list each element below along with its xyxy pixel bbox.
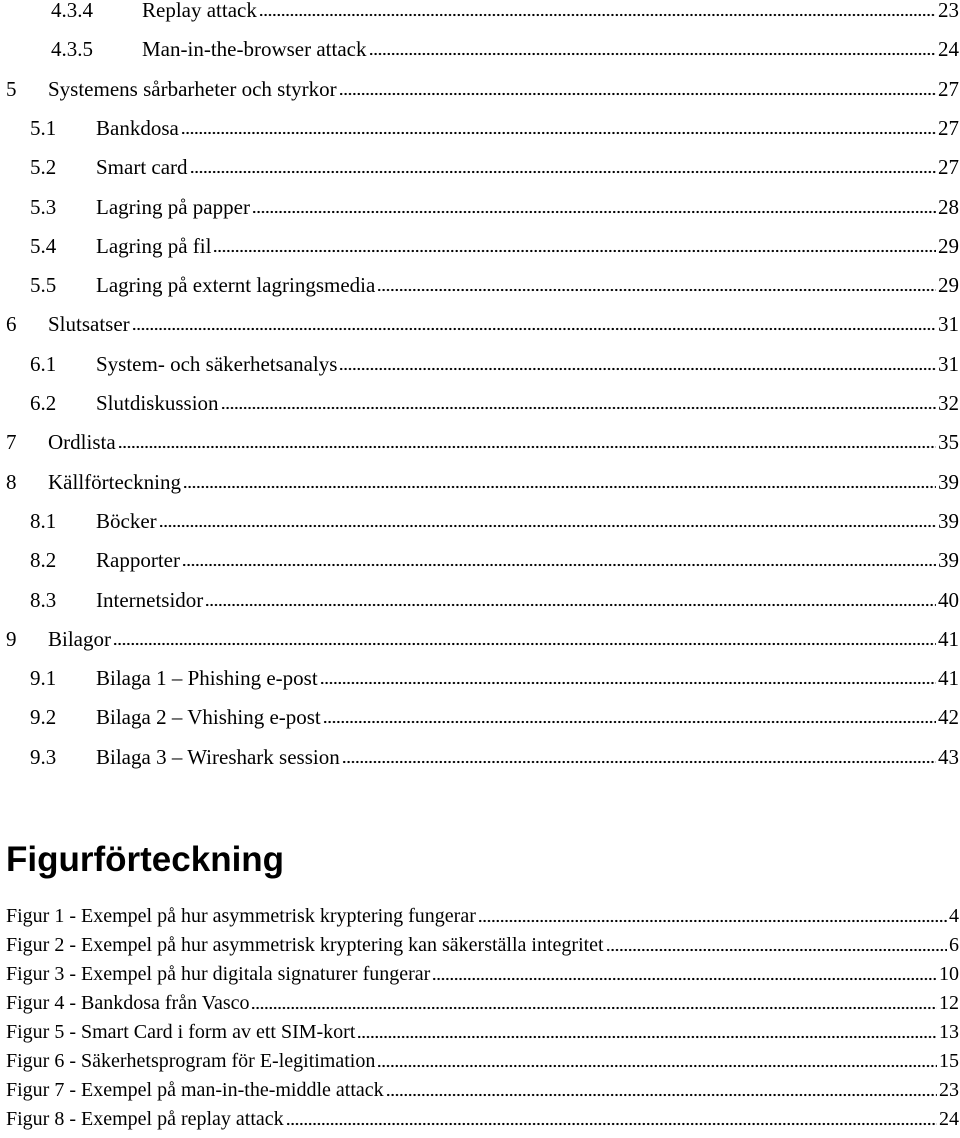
toc-entry-number: 9.2 [30, 705, 57, 730]
figure-entry-page: 6 [949, 934, 959, 956]
toc-entry-title: Lagring på externt lagringsmedia [96, 273, 376, 298]
figure-entry[interactable] [6, 1073, 960, 1102]
figure-entry-page: 24 [939, 1108, 959, 1130]
toc-entry[interactable] [0, 263, 960, 297]
toc-entry[interactable] [0, 460, 960, 494]
toc-entry-page: 40 [938, 587, 959, 612]
dot-leader [132, 327, 936, 331]
dot-leader [432, 977, 937, 981]
toc-entry-title: Rapporter [96, 548, 180, 573]
toc-entry-page: 27 [938, 155, 959, 180]
dot-leader [190, 170, 936, 174]
figure-entry-page: 12 [939, 992, 959, 1014]
figure-entry[interactable] [6, 928, 960, 957]
toc-entry-title: Systemens sårbarheter och styrkor [48, 76, 337, 101]
toc-entry-number: 9 [6, 626, 17, 651]
toc-entry[interactable] [0, 145, 960, 179]
toc-entry[interactable] [0, 224, 960, 258]
toc-entry-title: Bilagor [48, 626, 111, 651]
dot-leader [369, 52, 937, 56]
figures-heading: Figurförteckning [6, 840, 285, 879]
toc-entry[interactable] [0, 656, 960, 690]
toc-entry-page: 27 [938, 76, 959, 101]
figure-entry-title: Figur 4 - Bankdosa från Vasco [6, 992, 250, 1014]
toc-entry[interactable] [0, 67, 960, 101]
figure-entry-page: 15 [939, 1050, 959, 1072]
toc-entry[interactable] [0, 735, 960, 769]
toc-entry-page: 28 [938, 194, 959, 219]
toc-entry[interactable] [0, 302, 960, 336]
figure-entry-page: 23 [939, 1079, 959, 1101]
figure-entry-page: 4 [949, 905, 959, 927]
toc-entry-number: 5.4 [30, 233, 57, 258]
toc-entry-title: Källförteckning [48, 469, 181, 494]
toc-entry-page: 41 [938, 666, 959, 691]
toc-entry[interactable] [0, 538, 960, 572]
toc-entry-number: 7 [6, 430, 17, 455]
dot-leader [323, 720, 936, 724]
toc-entry-number: 9.1 [30, 666, 57, 691]
toc-entry-number: 6.1 [30, 351, 57, 376]
toc-entry-title: System- och säkerhetsanalys [96, 351, 338, 376]
toc-entry[interactable] [0, 420, 960, 454]
toc-entry-page: 41 [938, 626, 959, 651]
toc-entry-number: 5.2 [30, 155, 57, 180]
toc-entry-title: Ordlista [48, 430, 116, 455]
toc-entry-number: 5 [6, 76, 17, 101]
toc-entry-number: 9.3 [30, 744, 57, 769]
toc-entry[interactable] [0, 499, 960, 533]
dot-leader [221, 406, 936, 410]
toc-entry-page: 39 [938, 508, 959, 533]
dot-leader [182, 563, 936, 567]
toc-entry[interactable] [0, 578, 960, 612]
toc-entry-number: 8.3 [30, 587, 57, 612]
figure-entry[interactable] [6, 1015, 960, 1044]
dot-leader [251, 1006, 937, 1010]
dot-leader [259, 13, 936, 17]
toc-entry-title: Slutdiskussion [96, 391, 219, 415]
figure-entry-title: Figur 2 - Exempel på hur asymmetrisk kryptering kan säkerställa integritet [6, 934, 604, 956]
toc-entry-page: 39 [938, 469, 959, 494]
toc-entry[interactable] [0, 695, 960, 729]
toc-entry-page: 35 [938, 430, 959, 455]
figure-entry-title: Figur 1 - Exempel på hur asymmetrisk kryptering fungerar [6, 905, 476, 927]
toc-entry-title: Lagring på papper [96, 194, 250, 219]
toc-entry[interactable] [0, 0, 960, 22]
toc-entry-title: Bilaga 1 – Phishing e-post [96, 666, 318, 691]
figure-entry[interactable] [6, 899, 960, 928]
toc-entry-page: 42 [938, 705, 959, 730]
dot-leader [183, 485, 936, 489]
figure-entry-title: Figur 6 - Säkerhetsprogram för E-legitimation [6, 1050, 376, 1072]
figure-entry-page: 10 [939, 963, 959, 985]
toc-entry-page: 24 [938, 37, 959, 62]
dot-leader [252, 210, 936, 214]
dot-leader [357, 1035, 937, 1039]
toc-entry-number: 6 [6, 312, 17, 337]
toc-entry-number: 6.2 [30, 391, 57, 415]
toc-entry-page: 31 [938, 312, 959, 337]
toc-entry[interactable] [0, 106, 960, 140]
figure-entry-page: 13 [939, 1021, 959, 1043]
toc-entry-page: 32 [938, 391, 959, 415]
toc-entry-title: Internetsidor [96, 587, 204, 612]
dot-leader [339, 92, 936, 96]
figure-entry-title: Figur 3 - Exempel på hur digitala signaturer fungerar [6, 963, 431, 985]
dot-leader [386, 1093, 937, 1097]
dot-leader [377, 1064, 937, 1068]
toc-entry-page: 43 [938, 744, 959, 769]
toc-entry-number: 4.3.4 [51, 0, 93, 22]
toc-entry[interactable] [0, 381, 960, 415]
dot-leader [339, 367, 936, 371]
dot-leader [606, 948, 947, 952]
toc-entry-title: Bilaga 3 – Wireshark session [96, 744, 340, 769]
figure-entry-title: Figur 8 - Exempel på replay attack [6, 1108, 284, 1130]
toc-entry[interactable] [0, 617, 960, 651]
toc-entry-number: 8 [6, 469, 17, 494]
toc-entry-page: 29 [938, 273, 959, 298]
toc-entry-number: 5.3 [30, 194, 57, 219]
toc-entry-page: 31 [938, 351, 959, 376]
toc-entry-title: Bankdosa [96, 115, 179, 140]
dot-leader [181, 131, 936, 135]
toc-entry-number: 4.3.5 [51, 37, 93, 62]
toc-entry-title: Slutsatser [48, 312, 130, 337]
toc-entry-title: Smart card [96, 155, 188, 180]
dot-leader [377, 288, 936, 292]
figure-entry[interactable] [6, 1044, 960, 1073]
toc-entry-title: Bilaga 2 – Vhishing e-post [96, 705, 321, 730]
toc-entry-title: Lagring på fil [96, 233, 212, 258]
figure-entry-title: Figur 5 - Smart Card i form av ett SIM-kort [6, 1021, 356, 1043]
dot-leader [478, 919, 947, 923]
dot-leader [286, 1122, 937, 1126]
toc-entry-title: Replay attack [142, 0, 257, 22]
figure-entry[interactable] [6, 1102, 960, 1131]
toc-entry-page: 39 [938, 548, 959, 573]
toc-entry-title: Man-in-the-browser attack [142, 37, 367, 62]
toc-entry-title: Böcker [96, 508, 157, 533]
dot-leader [342, 760, 936, 764]
figure-entry-title: Figur 7 - Exempel på man-in-the-middle attack [6, 1079, 384, 1101]
toc-entry[interactable] [0, 342, 960, 376]
toc-entry-number: 8.2 [30, 548, 57, 573]
toc-entry-page: 23 [938, 0, 959, 22]
toc-entry[interactable] [0, 27, 960, 61]
toc-entry-page: 27 [938, 115, 959, 140]
dot-leader [113, 642, 936, 646]
dot-leader [320, 681, 936, 685]
figure-entry[interactable] [6, 957, 960, 986]
dot-leader [205, 603, 936, 607]
toc-entry-number: 5.1 [30, 115, 57, 140]
dot-leader [159, 524, 936, 528]
toc-entry-page: 29 [938, 233, 959, 258]
toc-entry[interactable] [0, 185, 960, 219]
dot-leader [213, 249, 936, 253]
toc-entry-number: 5.5 [30, 273, 57, 298]
toc-entry-number: 8.1 [30, 508, 57, 533]
dot-leader [118, 445, 936, 449]
figure-entry[interactable] [6, 986, 960, 1015]
